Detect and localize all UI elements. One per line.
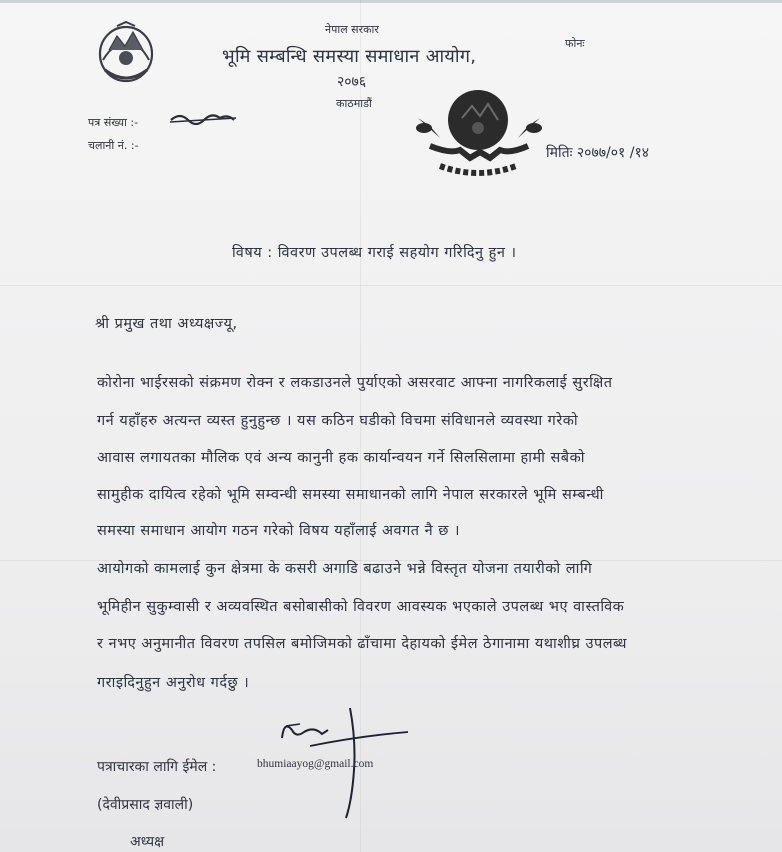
office-name: भूमि सम्बन्धि समस्या समाधान आयोग,: [222, 46, 477, 67]
body-line-1: कोरोना भाईरसको संक्रमण रोक्न र लकडाउनले पुर्याएको असरवाट आफ्ना नागरिकलाई सुरक्षित: [97, 375, 613, 391]
body-line-6: आयोगको कामलाई कुन क्षेत्रमा के कसरी अगाडि बढाउने भन्ने विस्तृत योजना तयारीको लागि: [97, 561, 593, 577]
signatory-title: अध्यक्ष: [130, 834, 165, 850]
office-city: काठमाडौं: [336, 97, 372, 110]
dispatch-number-label: चलानी नं. :-: [88, 139, 139, 152]
email-label: पत्राचारका लागि ईमेल :: [97, 759, 217, 775]
letter-subject: विषय : विवरण उपलब्ध गराई सहयोग गरिदिनु हुन ।: [232, 245, 517, 261]
window-top-border: [0, 0, 782, 3]
office-year: २०७६: [337, 74, 367, 90]
nepal-emblem-icon: [95, 20, 157, 86]
body-line-9: गराइदिनुहुन अनुरोध गर्दछु ।: [97, 675, 250, 691]
body-line-3: आवास लगायतका मौलिक एवं अन्य कानुनी हक कार्यान्वयन गर्ने सिलसिलामा हामी सबैको: [97, 450, 585, 466]
office-seal-icon: [410, 88, 550, 188]
signatory-name: (देवीप्रसाद ज्ञवाली): [97, 797, 194, 813]
body-line-4: सामुहीक दायित्व रहेको भूमि सम्वन्धी समस्या समाधानको लागि नेपाल सरकारले भूमि सम्बन्धी: [97, 487, 604, 503]
government-name: नेपाल सरकार: [325, 23, 379, 36]
body-line-7: भूमिहीन सुकुम्वासी र अव्यवस्थित बसोबासीको विवरण आवस्यक भएकाले उपलब्ध भए वास्तविक: [97, 599, 625, 615]
body-line-2: गर्न यहाँहरु अत्यन्त व्यस्त हुनुहुन्छ । यस कठिन घडीको विचमा संविधानले व्यवस्था गरेको: [97, 413, 579, 429]
letter-date: मितिः २०७७/०१ /१४: [546, 145, 650, 161]
letter-number-handwritten: [168, 108, 238, 130]
body-line-5: समस्या समाधान आयोग गठन गरेको विषय यहाँलाई अवगत नै छ ।: [97, 523, 461, 539]
body-line-8: र नभए अनुमानीत विवरण तपसिल बमोजिमको ढाँचामा देहायको ईमेल ठेगानामा यथाशीघ्र उपलब्ध: [97, 636, 628, 652]
letter-number-label: पत्र संख्या :-: [88, 116, 139, 129]
email-address: bhumiaayog@gmail.com: [257, 758, 374, 770]
letter-salutation: श्री प्रमुख तथा अध्यक्षज्यू,: [95, 316, 238, 332]
paper-fold-horizontal-1: [0, 285, 782, 286]
phone-label: फोनः: [565, 37, 585, 50]
